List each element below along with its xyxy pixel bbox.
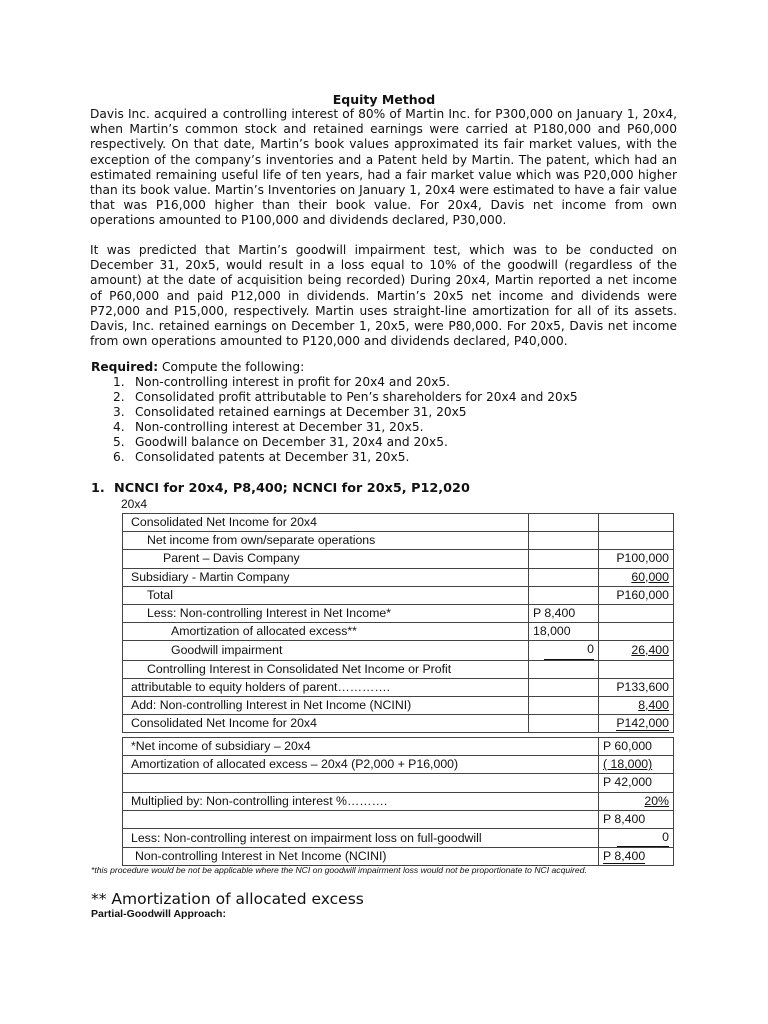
row-label: Consolidated Net Income for 20x4 xyxy=(123,715,529,733)
row-label: Amortization of allocated excess – 20x4 (P2,000 + P16,000) xyxy=(123,756,599,774)
row-label: Goodwill impairment xyxy=(123,641,529,660)
table-row xyxy=(123,756,674,774)
table-row: Total P160,000 xyxy=(123,586,674,604)
row-label: Controlling Interest in Consolidated Net Income or Profit xyxy=(123,660,529,678)
problem-paragraph-2: It was predicted that Martin’s goodwill impairment test, which was to be conducted on December 31, 20x5, would result in a loss equal to 10% of the goodwill (regardless of the amount) at the date of acquisition being recorded) During 20x4, Martin reported a net income of P60,000 and paid P12,000 in dividends. Martin’s 20x5 net income and dividends were P72,000 and P15,000, respectively. Martin uses straight-line amortization for all of its assets. Davis, Inc. retained earnings on December 1, 20x5, were P80,000. For 20x5, Davis net income from own operations amounted to P120,000 and dividends declared, P40,000. xyxy=(90,243,677,349)
table-row xyxy=(123,697,674,715)
ncini-computation-table xyxy=(122,737,674,866)
cell-value: 60,000 xyxy=(631,569,669,584)
cell-value: ( 18,000) xyxy=(603,757,653,772)
table-row: P 42,000 xyxy=(123,774,674,792)
table-row xyxy=(123,829,674,848)
consolidated-net-income-table xyxy=(122,513,674,733)
table-row xyxy=(123,660,674,678)
table-row: Amortization of allocated excess** 18,000 xyxy=(123,623,674,641)
table-row: attributable to equity holders of parent…………. P133,600 xyxy=(123,678,674,696)
document-title: Equity Method xyxy=(332,92,436,107)
row-label: Net income from own/separate operations xyxy=(123,532,529,550)
table-row: P 8,400 xyxy=(123,810,674,828)
row-label: Less: Non-controlling interest on impairment loss on full-goodwill xyxy=(123,829,599,848)
cell-value: P 8,400 xyxy=(603,849,645,866)
cell-value: P142,000 xyxy=(616,716,669,733)
cell-value: 20% xyxy=(644,793,669,808)
cell-value: 0 xyxy=(544,641,594,659)
table-row xyxy=(123,514,674,532)
table-row xyxy=(123,641,674,660)
table-row: *Net income of subsidiary – 20x4 P 60,000 xyxy=(123,738,674,756)
partial-goodwill-heading: Partial-Goodwill Approach: xyxy=(91,908,226,920)
table-row: Less: Non-controlling Interest in Net Income* P 8,400 xyxy=(123,605,674,623)
problem-paragraph-1: Davis Inc. acquired a controlling interest of 80% of Martin Inc. for P300,000 on January 1, 20x4, when Martin’s common stock and retained earnings were carried at P180,000 and P60,000 respectively. On that date, Martin’s book values approximated its fair market values, with the exception of the company’s inventories and a Patent held by Martin. The patent, which had an estimated remaining useful life of ten years, had a fair market value which was P20,000 higher than its book value. Martin’s Inventories on January 1, 20x4 were estimated to have a fair value that was P16,000 higher than their book value. For 20x4, Davis net income from own operations amounted to P100,000 and dividends declared, P30,000. xyxy=(90,107,677,228)
required-item: 1. Non-controlling interest in profit for 20x4 and 20x5. xyxy=(113,375,451,389)
row-label: *Net income of subsidiary – 20x4 xyxy=(123,738,599,756)
year-label: 20x4 xyxy=(121,497,148,511)
row-label: Consolidated Net Income for 20x4 xyxy=(123,514,529,532)
row-label: Less: Non-controlling Interest in Net Income* xyxy=(123,605,529,623)
required-item: 3. Consolidated retained earnings at December 31, 20x5 xyxy=(113,405,467,419)
row-label: Subsidiary - Martin Company xyxy=(123,568,529,586)
table-row xyxy=(123,568,674,586)
cell-value: 8,400 xyxy=(638,698,669,713)
cell-value: 26,400 xyxy=(631,642,669,657)
row-label: Non-controlling Interest in Net Income (NCINI) xyxy=(123,848,599,866)
section-1-heading: 1. NCNCI for 20x4, P8,400; NCNCI for 20x5, P12,020 xyxy=(91,481,470,496)
required-intro: Compute the following: xyxy=(161,360,305,374)
row-label: Add: Non-controlling Interest in Net Income (NCINI) xyxy=(123,697,529,715)
table-row xyxy=(123,848,674,866)
required-item: 6. Consolidated patents at December 31, 20x5. xyxy=(113,450,410,464)
row-label: Amortization of allocated excess** xyxy=(123,623,529,641)
footnote: *this procedure would be not be applicable where the NCI on goodwill impairment loss would not be proportionate to NCI acquired. xyxy=(91,865,587,875)
required-item: 2. Consolidated profit attributable to Pen’s shareholders for 20x4 and 20x5 xyxy=(113,390,578,404)
required-label: Required: xyxy=(91,360,159,374)
row-label: Multiplied by: Non-controlling interest %………. xyxy=(123,792,599,810)
table-row xyxy=(123,792,674,810)
table-row xyxy=(123,715,674,733)
table-row: Parent – Davis Company P100,000 xyxy=(123,550,674,568)
required-line xyxy=(91,360,304,374)
amortization-heading: ** Amortization of allocated excess xyxy=(91,890,364,908)
row-label: Parent – Davis Company xyxy=(123,550,529,568)
cell-value: 0 xyxy=(617,829,669,847)
row-label: Total xyxy=(123,586,529,604)
required-item: 4. Non-controlling interest at December 31, 20x5. xyxy=(113,420,424,434)
row-label xyxy=(123,810,599,828)
row-label: attributable to equity holders of parent…………. xyxy=(123,678,529,696)
row-label xyxy=(123,774,599,792)
table-row xyxy=(123,532,674,550)
required-item: 5. Goodwill balance on December 31, 20x4 and 20x5. xyxy=(113,435,448,449)
